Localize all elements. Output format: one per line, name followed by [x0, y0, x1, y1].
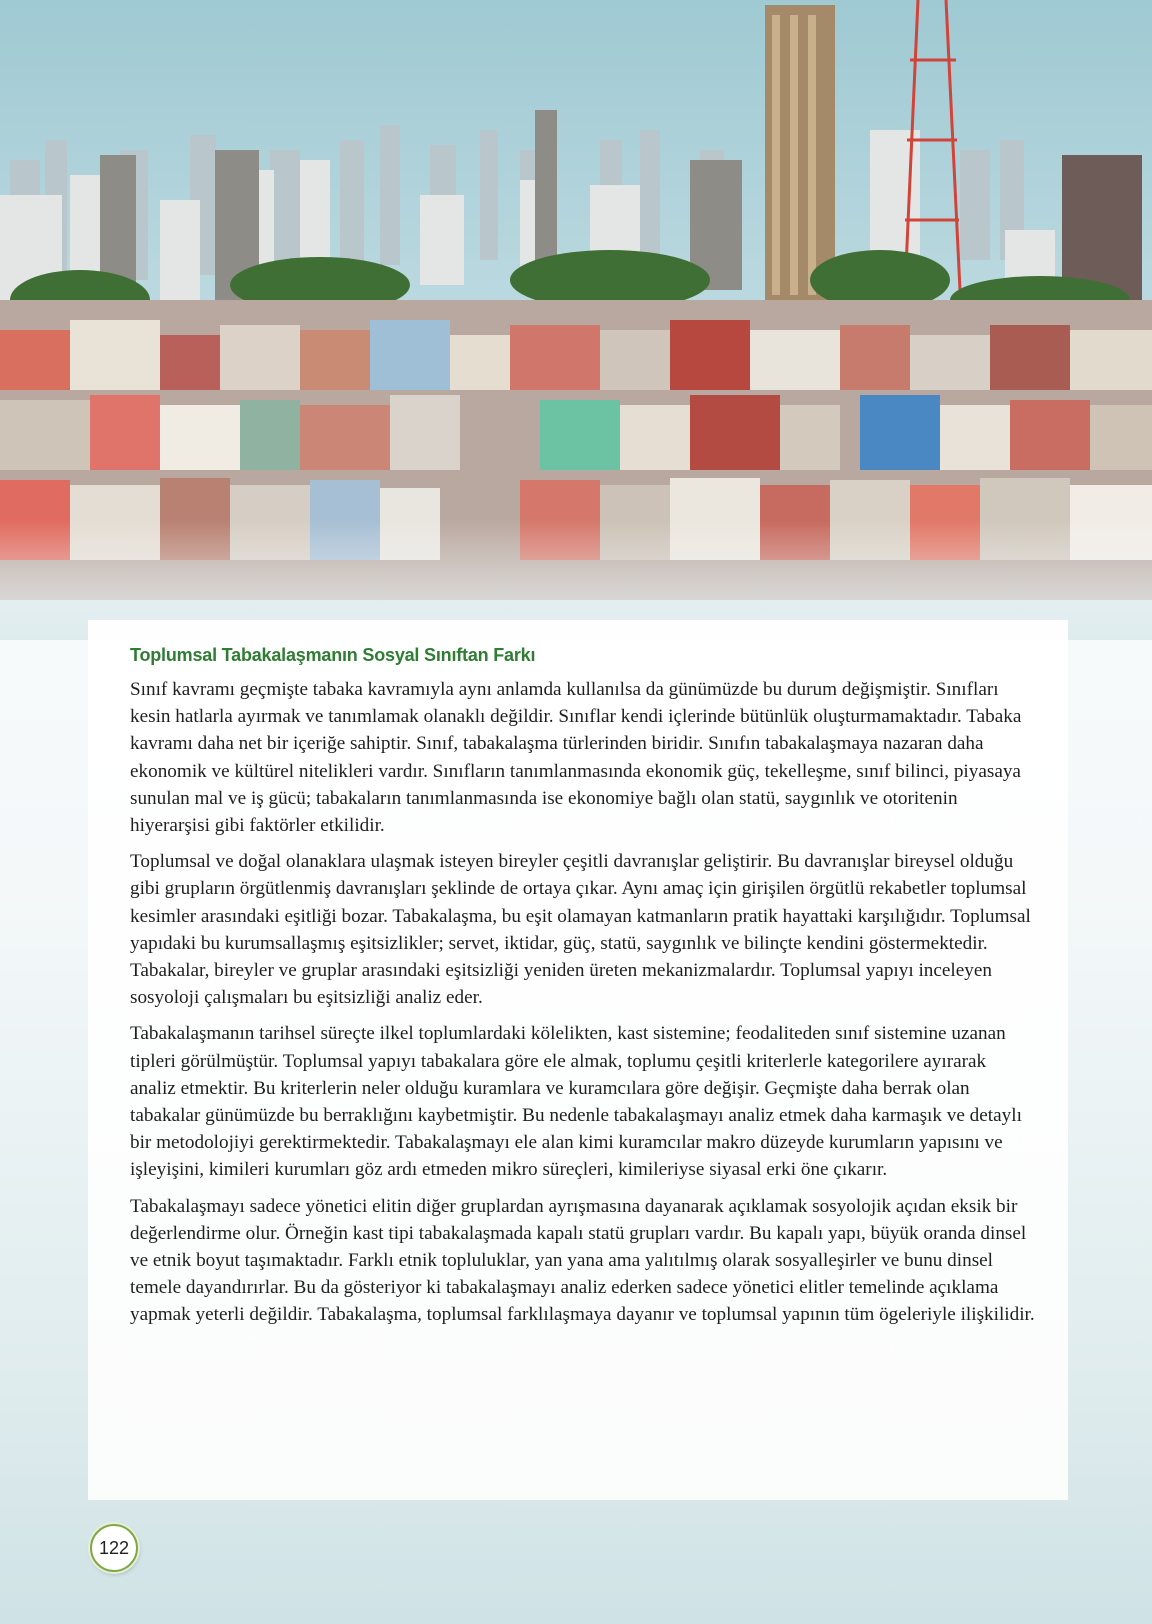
paragraph-1: Sınıf kavramı geçmişte tabaka kavramıyla aynı anlamda kullanılsa da günümüzde bu durum değişmiştir. Sınıfları kesin hatlarla ayırmak ve tanımlamak olanaklı değildir. Sınıflar kendi içlerinde bütünlük oluşturmamaktadır. Tabaka kavramı daha net bir içeriğe sahiptir. Sınıf, tabakalaşma türlerinden biridir. Sınıfın tabakalaşmaya nazaran daha ekonomik ve kültürel nitelikleri vardır. Sınıfların tanımlanmasında ekonomik güç, tekelleşme, sınıf bilinci, piyasaya sunulan mal ve iş gücü; tabakaların tanımlanmasında ise ekonomiye bağlı olan statü, saygınlık ve otoritenin hiyerarşisi gibi faktörler etkilidir.	[130, 679, 1022, 837]
paragraph-2: Toplumsal ve doğal olanaklara ulaşmak isteyen bireyler çeşitli davranışlar geliştirir. Bu davranışlar bireysel olduğu gibi grupların örgütlenmiş davranışları şeklinde de ortaya çıkar. Aynı amaç için girişilen örgütlü rekabetler toplumsal kesimler arasındaki eşitliği bozar. Tabakalaşma, bu eşit olamayan katmanların pratik hayattaki karşılığıdır. Toplumsal yapıdaki bu kurumsallaşmış eşitsizlikler; servet, iktidar, güç, statü, saygınlık ve bilinçte kendini göstermektedir. Tabakalar, bireyler ve gruplar arasındaki eşitsizliği yeniden üreten mekanizmalardır. Toplumsal yapıyı inceleyen sosyoloji çalışmaları bu eşitsizliği analiz eder.	[130, 851, 1031, 1009]
paragraph-4: Tabakalaşmayı sadece yönetici elitin diğer gruplardan ayrışmasına dayanarak açıklamak sosyolojik açıdan eksik bir değerlendirme olur. Örneğin kast tipi tabakalaşmada kapalı statü grupları vardır. Bu kapalı yapı, büyük oranda dinsel ve etnik boyut taşımaktadır. Farklı etnik topluluklar, yan yana ama yalıtılmış olarak sosyalleşirler ve bunu dinsel temele dayandırırlar. Bu da gösteriyor ki tabakalaşmayı analiz ederken sadece yönetici elitler temelinde açıklama yapmak yeterli değildir. Tabakalaşma, toplumsal farklılaşmaya dayanır ve toplumsal yapının tüm ögeleriyle ilişkilidir.	[130, 1195, 1035, 1326]
paragraph-3: Tabakalaşmanın tarihsel süreçte ilkel toplumlardaki kölelikten, kast sistemine; feodaliteden sınıf sistemine uzanan tipleri görülmüştür. Toplumsal yapıyı tabakalara göre ele almak, toplumu çeşitli kriterlerle kategorilere ayırarak analiz etmektir. Bu kriterlerin neler olduğu kuramlara ve kuramcılara göre değişir. Geçmişte daha berrak olan tabakalar günümüzde bu berraklığını kaybetmiştir. Bu nedenle tabakalaşmayı analiz etmek daha karmaşık ve detaylı bir metodolojiyi gerektirmektedir. Tabakalaşmayı ele alan kimi kuramcılar makro düzeyde kurumların yapısını ve işleyişini, kimileri kurumları göz ardı etmeden mikro süreçleri, kimileriyse siyasal erki öne çıkarır.	[130, 1023, 1022, 1181]
city-photo	[0, 0, 1152, 640]
page-number: 122	[90, 1524, 138, 1572]
city-illustration	[0, 0, 1152, 640]
body-text	[130, 676, 1035, 1338]
section-heading: Toplumsal Tabakalaşmanın Sosyal Sınıftan Farkı	[130, 645, 536, 665]
